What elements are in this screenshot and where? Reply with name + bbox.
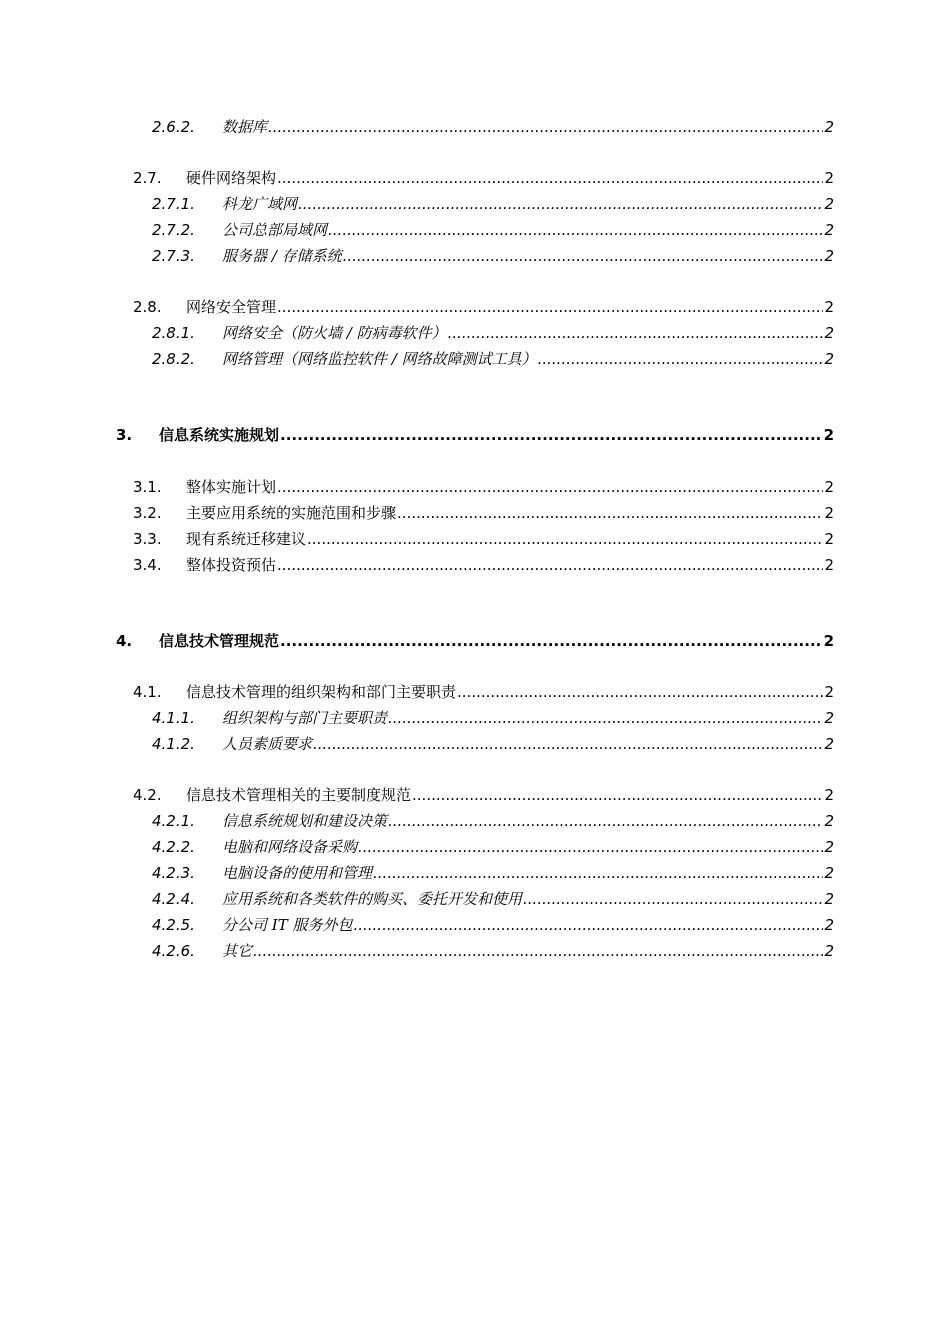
toc-entry[interactable]	[152, 348, 834, 370]
toc-entry-number: 2.7.1.	[152, 195, 195, 213]
dot-leader	[397, 502, 823, 524]
dot-leader	[277, 476, 823, 498]
toc-entry-number: 3.1.	[133, 478, 162, 496]
toc-entry-number: 4.2.6.	[152, 942, 195, 960]
toc-entry-number: 2.7.	[133, 169, 162, 187]
toc-entry-title: 主要应用系统的实施范围和步骤	[186, 504, 397, 522]
toc-entry-number: 2.7.3.	[152, 247, 195, 265]
toc-entry-page-number: 2	[823, 426, 834, 444]
toc-entry-page-number: 2	[824, 556, 834, 574]
toc-entry-page-number: 2	[824, 530, 834, 548]
toc-entry-page-number: 2	[824, 324, 834, 342]
toc-entry[interactable]	[152, 733, 834, 755]
toc-entry-page-number: 2	[824, 890, 834, 908]
toc-entry-page-number: 2	[823, 632, 834, 650]
toc-entry-number: 2.8.	[133, 298, 162, 316]
toc-entry-title: 分公司 IT 服务外包	[222, 916, 353, 934]
toc-entry-page-number: 2	[824, 298, 834, 316]
toc-entry-page-number: 2	[824, 864, 834, 882]
dot-leader	[268, 116, 823, 138]
toc-entry-title: 应用系统和各类软件的购买、委托开发和使用	[222, 890, 523, 908]
toc-entry-title: 组织架构与部门主要职责	[222, 709, 388, 727]
dot-leader	[353, 914, 823, 936]
toc-entry[interactable]	[152, 219, 834, 241]
toc-entry-number: 3.4.	[133, 556, 162, 574]
toc-entry-title: 网络安全管理	[186, 298, 277, 316]
toc-entry[interactable]	[116, 630, 834, 652]
toc-entry-number: 2.8.2.	[152, 350, 195, 368]
toc-entry-page-number: 2	[824, 478, 834, 496]
toc-entry-number: 4.2.3.	[152, 864, 195, 882]
toc-entry-number: 3.2.	[133, 504, 162, 522]
toc-entry[interactable]	[152, 116, 834, 138]
toc-entry-page-number: 2	[824, 118, 834, 136]
toc-entry-number: 4.2.4.	[152, 890, 195, 908]
toc-entry[interactable]	[152, 862, 834, 884]
dot-leader	[388, 707, 823, 729]
toc-entry-title: 数据库	[222, 118, 268, 136]
dot-leader	[280, 424, 823, 446]
toc-entry-number: 4.2.2.	[152, 838, 195, 856]
toc-entry-title: 信息系统实施规划	[159, 426, 280, 444]
dot-leader	[253, 940, 823, 962]
toc-entry[interactable]	[133, 554, 834, 576]
dot-leader	[280, 630, 823, 652]
toc-entry-page-number: 2	[824, 504, 834, 522]
toc-entry-page-number: 2	[824, 709, 834, 727]
dot-leader	[277, 296, 823, 318]
dot-leader	[538, 348, 824, 370]
dot-leader	[358, 836, 823, 858]
toc-entry-title: 电脑和网络设备采购	[222, 838, 358, 856]
toc-entry-number: 2.6.2.	[152, 118, 195, 136]
toc-entry-number: 4.1.	[133, 683, 162, 701]
dot-leader	[343, 245, 824, 267]
toc-entry-number: 4.2.5.	[152, 916, 195, 934]
dot-leader	[307, 528, 823, 550]
toc-entry[interactable]	[133, 502, 834, 524]
toc-entry-page-number: 2	[824, 838, 834, 856]
toc-entry-page-number: 2	[824, 916, 834, 934]
toc-entry[interactable]	[152, 322, 834, 344]
toc-entry-title: 其它	[222, 942, 253, 960]
toc-entry-number: 2.8.1.	[152, 324, 195, 342]
toc-entry-page-number: 2	[824, 683, 834, 701]
toc-entry-number: 4.1.2.	[152, 735, 195, 753]
toc-entry-title: 网络管理（网络监控软件 / 网络故障测试工具）	[222, 350, 537, 368]
dot-leader	[523, 888, 823, 910]
toc-entry-page-number: 2	[824, 350, 834, 368]
toc-entry-page-number: 2	[824, 221, 834, 239]
toc-entry[interactable]	[152, 888, 834, 910]
toc-entry-number: 4.2.	[133, 786, 162, 804]
toc-entry-title: 信息技术管理规范	[159, 632, 280, 650]
toc-entry-title: 现有系统迁移建议	[186, 530, 307, 548]
toc-entry[interactable]	[152, 193, 834, 215]
toc-entry-title: 服务器 / 存储系统	[222, 247, 342, 265]
toc-entry[interactable]	[133, 167, 834, 189]
toc-entry-title: 网络安全（防火墙 / 防病毒软件）	[222, 324, 447, 342]
toc-entry-title: 硬件网络架构	[186, 169, 277, 187]
toc-entry-page-number: 2	[824, 169, 834, 187]
toc-entry-title: 信息技术管理相关的主要制度规范	[186, 786, 412, 804]
dot-leader	[277, 554, 823, 576]
toc-entry[interactable]	[152, 940, 834, 962]
toc-entry-page-number: 2	[824, 735, 834, 753]
toc-entry-title: 整体实施计划	[186, 478, 277, 496]
toc-entry-title: 公司总部局域网	[222, 221, 328, 239]
toc-entry[interactable]	[152, 245, 834, 267]
toc-entry-number: 3.	[116, 426, 133, 444]
toc-entry-page-number: 2	[824, 942, 834, 960]
dot-leader	[277, 167, 823, 189]
toc-entry-title: 信息技术管理的组织架构和部门主要职责	[186, 683, 457, 701]
dot-leader	[448, 322, 824, 344]
dot-leader	[298, 193, 823, 215]
toc-entry[interactable]	[133, 476, 834, 498]
toc-entry[interactable]	[133, 528, 834, 550]
toc-entry[interactable]	[133, 296, 834, 318]
dot-leader	[313, 733, 823, 755]
dot-leader	[457, 681, 823, 703]
toc-entry-title: 科龙广域网	[222, 195, 298, 213]
dot-leader	[412, 784, 823, 806]
toc-entry[interactable]	[116, 424, 834, 446]
toc-entry-title: 信息系统规划和建设决策	[222, 812, 388, 830]
toc-entry-number: 4.2.1.	[152, 812, 195, 830]
dot-leader	[373, 862, 823, 884]
toc-entry-number: 2.7.2.	[152, 221, 195, 239]
toc-entry-page-number: 2	[824, 812, 834, 830]
toc-entry[interactable]	[152, 707, 834, 729]
toc-entry-number: 4.	[116, 632, 133, 650]
toc-entry-title: 整体投资预估	[186, 556, 277, 574]
toc-entry-page-number: 2	[824, 195, 834, 213]
toc-entry[interactable]	[152, 810, 834, 832]
toc-entry[interactable]	[152, 836, 834, 858]
toc-entry-page-number: 2	[824, 786, 834, 804]
toc-entry-page-number: 2	[824, 247, 834, 265]
toc-entry-number: 3.3.	[133, 530, 162, 548]
toc-entry[interactable]	[133, 681, 834, 703]
toc-entry-title: 电脑设备的使用和管理	[222, 864, 373, 882]
dot-leader	[328, 219, 823, 241]
toc-entry[interactable]	[133, 784, 834, 806]
dot-leader	[388, 810, 823, 832]
toc-entry-title: 人员素质要求	[222, 735, 313, 753]
toc-entry[interactable]	[152, 914, 834, 936]
toc-entry-number: 4.1.1.	[152, 709, 195, 727]
